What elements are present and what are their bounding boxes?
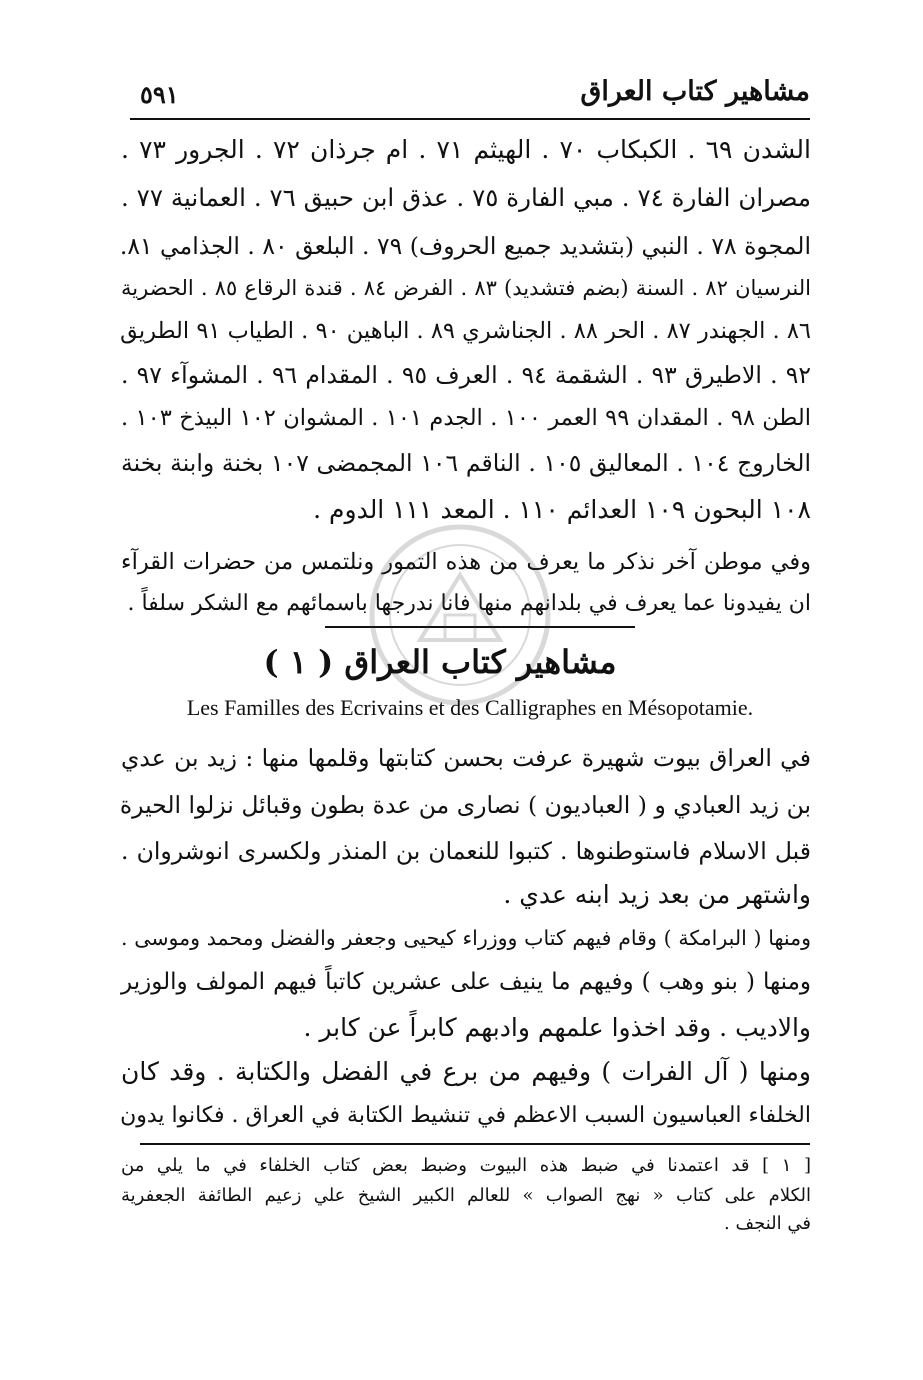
index-line-4: النرسيان ٨٢ . السنة (بضم فتشديد) ٨٣ . الفرض ٨٤ . قندة الرقاع ٨٥ . الحضرية	[121, 276, 811, 300]
body-line-2: بن زيد العبادي و ( العباديون ) نصارى من عدة بطون وقبائل نزلوا الحيرة	[119, 791, 811, 819]
body-line-6: ومنها ( بنو وهب ) وفيهم ما ينيف على عشرين كاتباً فيهم المولف والوزير	[121, 969, 811, 995]
section-french-title: Les Familles des Ecrivains et des Calligraphes en Mésopotamie.	[186, 695, 754, 720]
index-line-2: مصران الفارة ٧٤ . مبي الفارة ٧٥ . عذق ابن حبيق ٧٦ . العمانية ٧٧ .	[121, 183, 812, 212]
body-line-7: والاديب . وقد اخذوا علمهم وادبهم كابراً عن كابر .	[303, 1013, 811, 1042]
footnote-rule	[140, 1143, 810, 1145]
index-line-7: الطن ٩٨ . المقدان ٩٩ العمر ١٠٠ . الجدم ١٠١ . المشوان ١٠٢ البيذخ ١٠٣ .	[121, 405, 811, 431]
index-line-6: ٩٢ . الاطيرق ٩٣ . الشقمة ٩٤ . العرف ٩٥ . المقدام ٩٦ . المشوآء ٩٧ .	[121, 361, 811, 389]
note-line-2: ان يفيدونا عما يعرف في بلدانهم منها فانا ندرجها باسمائهم مع الشكر سلفاً .	[127, 591, 811, 616]
page-number: ٥٩١	[140, 80, 179, 109]
note-line-1: وفي موطن آخر نذكر ما يعرف من هذه التمور ونلتمس من حضرات القرآء	[121, 549, 811, 575]
footnote-line-1: [ ١ ] قد اعتمدنا في ضبط هذه البيوت وضبط بعض كتاب الخلفاء في ما يلي من	[121, 1155, 811, 1176]
index-line-5: ٨٦ . الجهندر ٨٧ . الحر ٨٨ . الجناشري ٨٩ . الباهين ٩٠ . الطياب ٩١ الطريق	[120, 318, 811, 344]
section-title: مشاهير كتاب العراق ( ١ )	[263, 643, 617, 681]
body-line-8: ومنها ( آل الفرات ) وفيهم من برع في الفضل والكتابة . وقد كان	[121, 1057, 811, 1086]
body-line-5: ومنها ( البرامكة ) وقام فيهم كتاب ووزراء كيحيى وجعفر والفضل ومحمد وموسى .	[121, 926, 811, 950]
page-header	[130, 70, 810, 120]
index-line-9: ١٠٨ البحون ١٠٩ العدائم ١١٠ . المعد ١١١ الدوم .	[313, 495, 811, 524]
body-line-4: واشتهر من بعد زيد ابنه عدي .	[503, 880, 811, 909]
body-line-9: الخلفاء العباسيون السبب الاعظم في تنشيط الكتابة في العراق . فكانوا يدون	[120, 1103, 811, 1128]
header-rule	[130, 118, 810, 120]
body-line-3: قبل الاسلام فاستوطنوها . كتبوا للنعمان بن المنذر ولكسرى انوشروان .	[121, 837, 811, 865]
footnote-line-3: في النجف .	[724, 1213, 811, 1234]
footnote-line-2: الكلام على كتاب « نهج الصواب » للعالم الكبير الشيخ علي زعيم الطائفة الجعفرية	[121, 1185, 811, 1206]
running-title: مشاهير كتاب العراق	[580, 76, 810, 107]
index-line-3: المجوة ٧٨ . النبي (بتشديد جميع الحروف) ٧٩ . البلعق ٨٠ . الجذامي ٨١.	[119, 232, 811, 260]
body-line-1: في العراق بيوت شهيرة عرفت بحسن كتابتها وقلمها منها : زيد بن عدي	[121, 744, 811, 772]
index-line-1: الشدن ٦٩ . الكبكاب ٧٠ . الهيثم ٧١ . ام جرذان ٧٢ . الجرور ٧٣ .	[121, 135, 811, 164]
index-line-8: الخاروج ١٠٤ . المعاليق ١٠٥ . الناقم ١٠٦ المجمضى ١٠٧ بخنة وابنة بخنة	[121, 449, 811, 477]
